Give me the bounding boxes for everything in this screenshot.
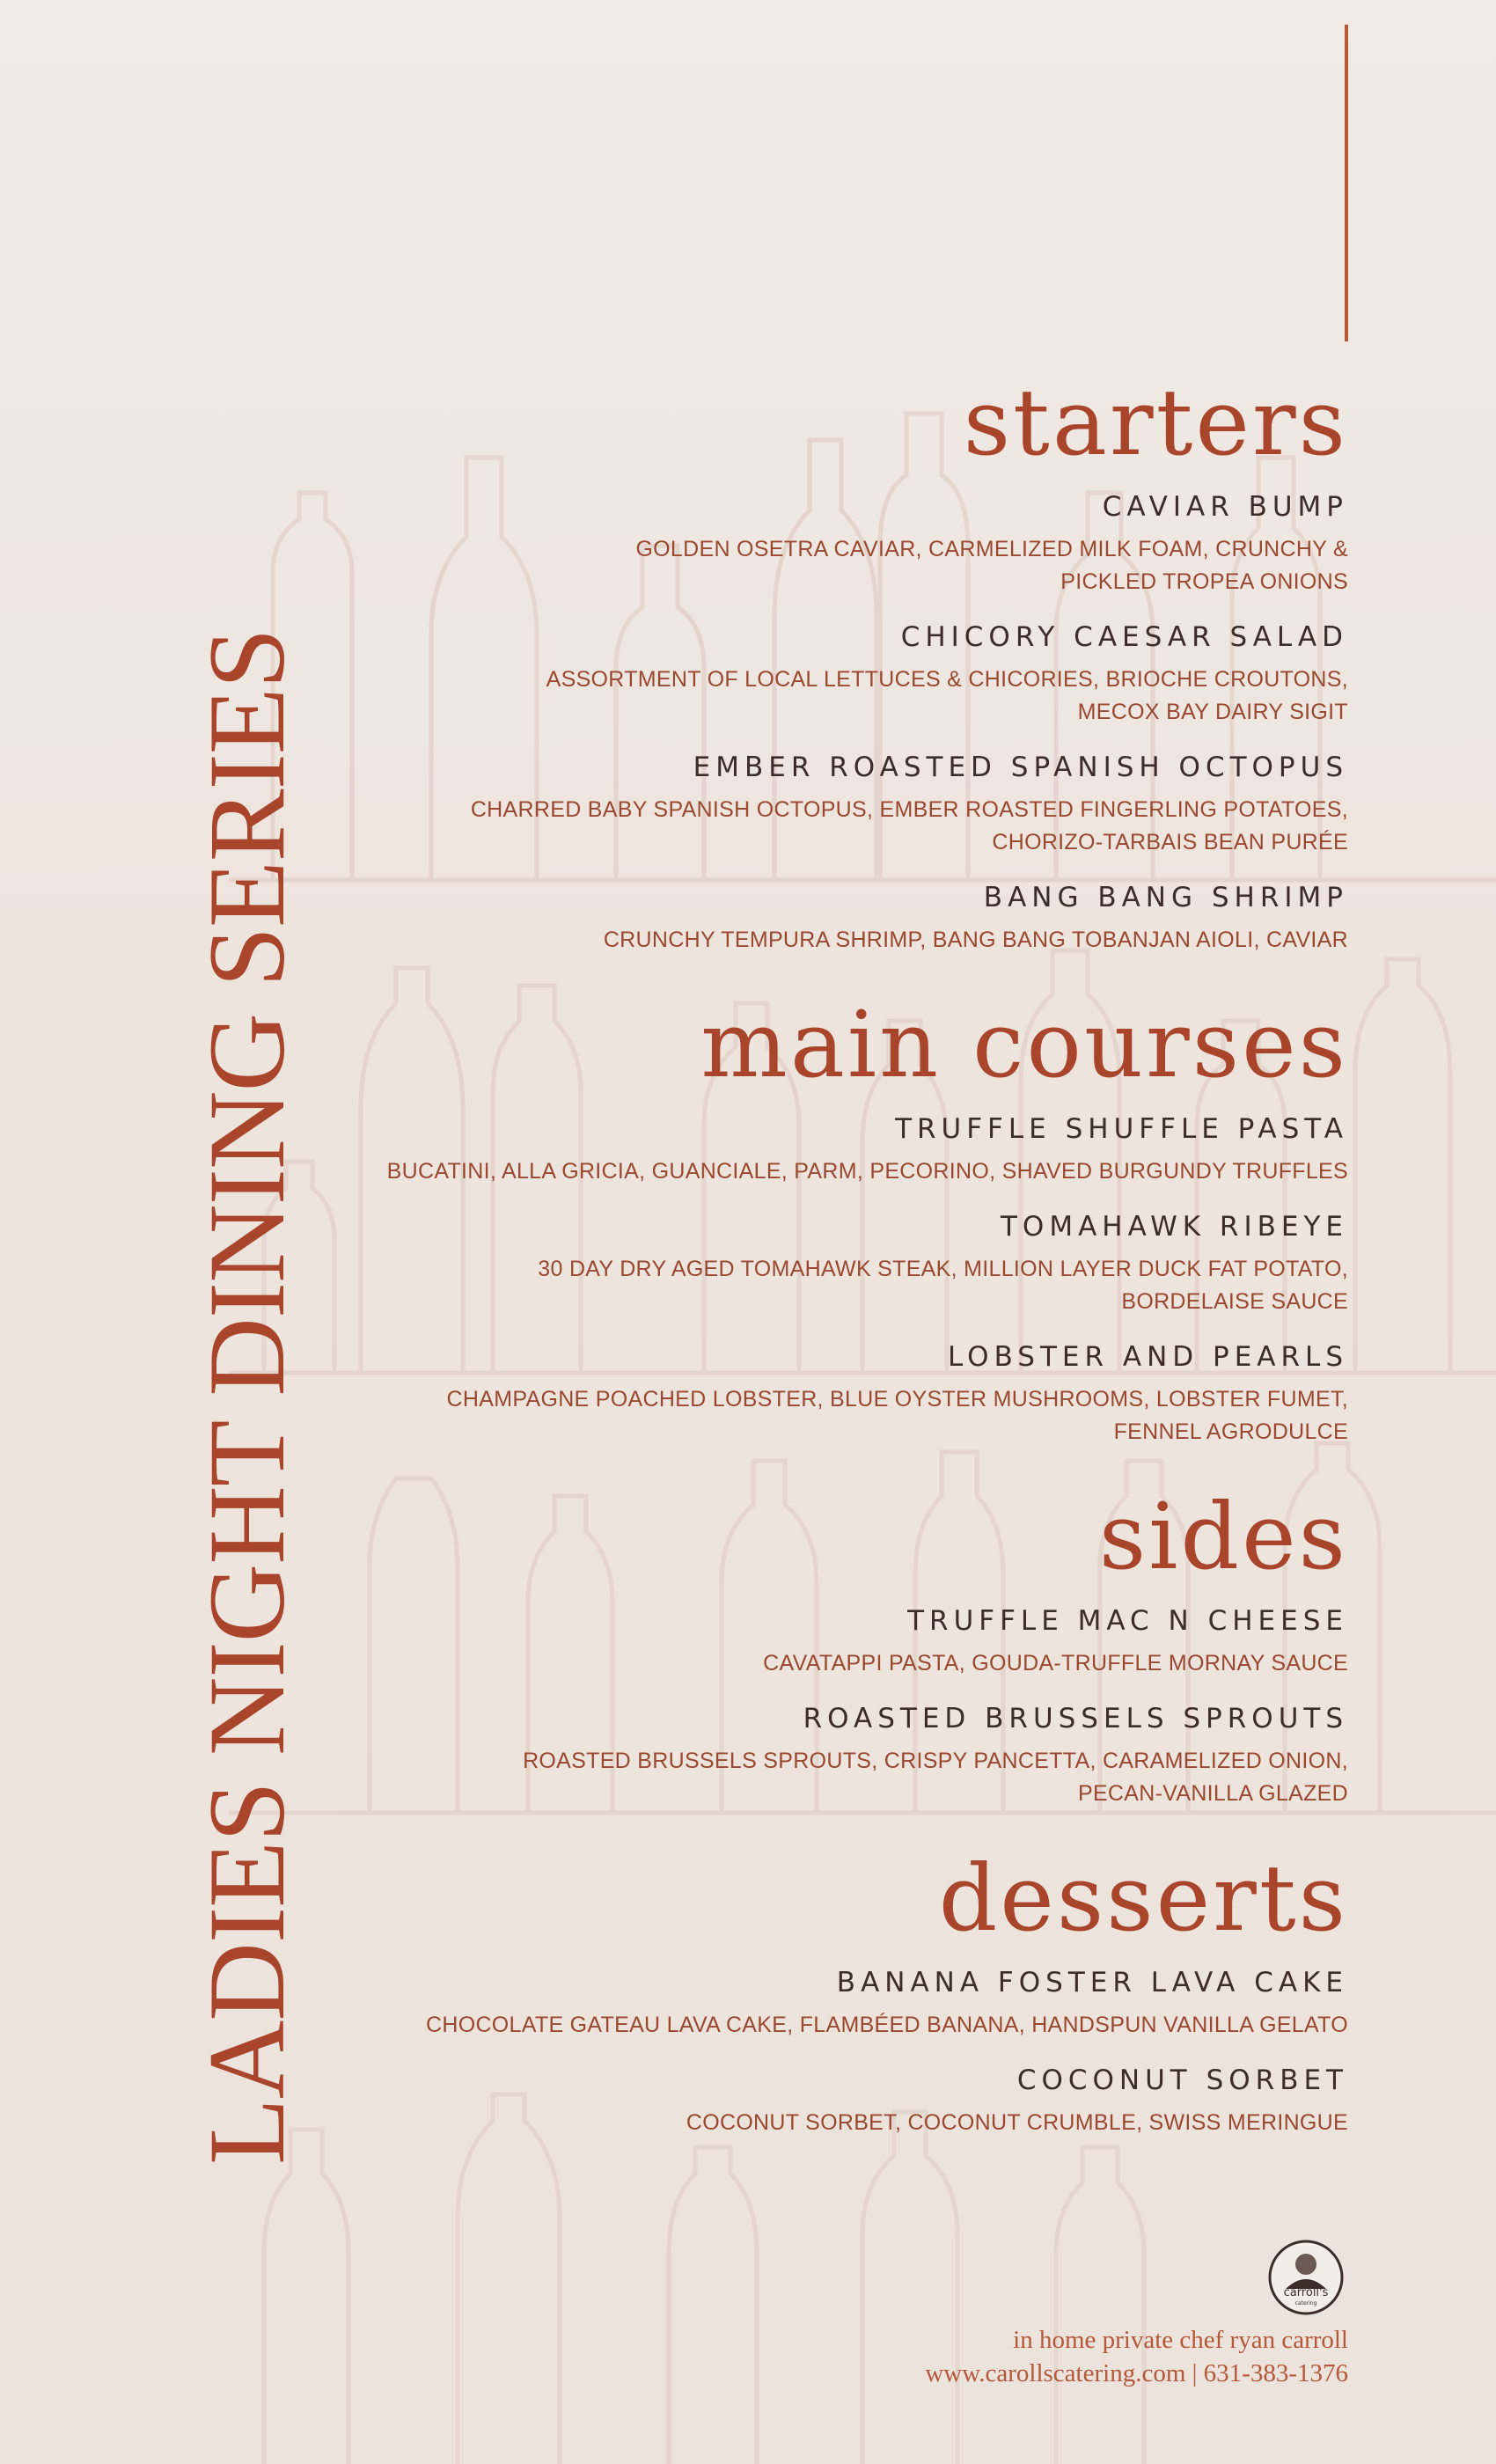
item-name: EMBER ROASTED SPANISH OCTOPUS — [693, 752, 1348, 783]
section-title: sides — [1098, 1483, 1348, 1590]
menu-item — [239, 1699, 1348, 1810]
item-description: CHAMPAGNE POACHED LOBSTER, BLUE OYSTER MUSHROOMS, LOBSTER FUMET, FENNEL AGRODULCE — [446, 1387, 1348, 1444]
item-name: COCONUT SORBET — [1016, 2064, 1348, 2096]
menu-item — [239, 488, 1348, 598]
item-description: GOLDEN OSETRA CAVIAR, CARMELIZED MILK FOAM, CRUNCHY & PICKLED TROPEA ONIONS — [635, 537, 1348, 594]
item-name: LOBSTER AND PEARLS — [948, 1341, 1348, 1373]
vertical-accent-line — [1345, 25, 1348, 341]
item-description: COCONUT SORBET, COCONUT CRUMBLE, SWISS MERINGUE — [686, 2110, 1348, 2135]
item-description: CHARRED BABY SPANISH OCTOPUS, EMBER ROASTED FINGERLING POTATOES, CHORIZO-TARBAIS BEAN PURÉE — [470, 797, 1348, 854]
menu-item — [239, 1963, 1348, 2042]
item-name: ROASTED BRUSSELS SPROUTS — [803, 1703, 1348, 1734]
item-description: ASSORTMENT OF LOCAL LETTUCES & CHICORIES, BRIOCHE CROUTONS, MECOX BAY DAIRY SIGIT — [546, 667, 1348, 724]
item-name: BANG BANG SHRIMP — [983, 882, 1348, 913]
section-title: main courses — [700, 991, 1348, 1098]
menu-item — [239, 1110, 1348, 1188]
item-name: BANANA FOSTER LAVA CAKE — [836, 1967, 1348, 1998]
item-name: CAVIAR BUMP — [1102, 491, 1348, 523]
item-description: CHOCOLATE GATEAU LAVA CAKE, FLAMBÉED BANANA, HANDSPUN VANILLA GELATO — [426, 2013, 1348, 2037]
menu-item — [239, 1338, 1348, 1448]
item-description: ROASTED BRUSSELS SPROUTS, CRISPY PANCETTA, CARAMELIZED ONION, PECAN-VANILLA GLAZED — [523, 1749, 1348, 1806]
svg-text:catering: catering — [1294, 2300, 1317, 2306]
item-description: 30 DAY DRY AGED TOMAHAWK STEAK, MILLION LAYER DUCK FAT POTATO, BORDELAISE SAUCE — [538, 1257, 1348, 1314]
menu-item — [239, 878, 1348, 957]
section-title: starters — [963, 369, 1348, 476]
menu-item — [239, 1207, 1348, 1318]
menu-item — [239, 1602, 1348, 1680]
item-description: CAVATAPPI PASTA, GOUDA-TRUFFLE MORNAY SAUCE — [763, 1651, 1348, 1676]
menu-item — [239, 748, 1348, 859]
section-desserts — [239, 1845, 1348, 2139]
section-title: desserts — [938, 1844, 1348, 1952]
footer-chef-line: in home private chef ryan carroll — [1013, 2326, 1348, 2354]
item-name: TRUFFLE MAC N CHEESE — [907, 1605, 1348, 1637]
menu-item — [239, 2061, 1348, 2139]
item-name: TOMAHAWK RIBEYE — [1000, 1211, 1348, 1243]
item-description: BUCATINI, ALLA GRICIA, GUANCIALE, PARM, PECORINO, SHAVED BURGUNDY TRUFFLES — [386, 1159, 1348, 1184]
carrolls-logo — [1266, 2238, 1346, 2317]
item-name: CHICORY CAESAR SALAD — [900, 621, 1348, 653]
section-sides — [239, 1484, 1348, 1810]
footer-contact-line: www.carollscatering.com | 631-383-1376 — [925, 2359, 1348, 2387]
logo-text: carroll's — [1283, 2286, 1329, 2299]
menu-content — [239, 370, 1348, 2174]
menu-item — [239, 618, 1348, 729]
section-starters — [239, 370, 1348, 957]
item-description: CRUNCHY TEMPURA SHRIMP, BANG BANG TOBANJAN AIOLI, CAVIAR — [603, 928, 1348, 952]
section-main-courses — [239, 992, 1348, 1448]
footer — [925, 2323, 1348, 2390]
series-title: LADIES NIGHT DINING SERIES — [187, 628, 307, 2165]
item-name: TRUFFLE SHUFFLE PASTA — [895, 1113, 1348, 1145]
